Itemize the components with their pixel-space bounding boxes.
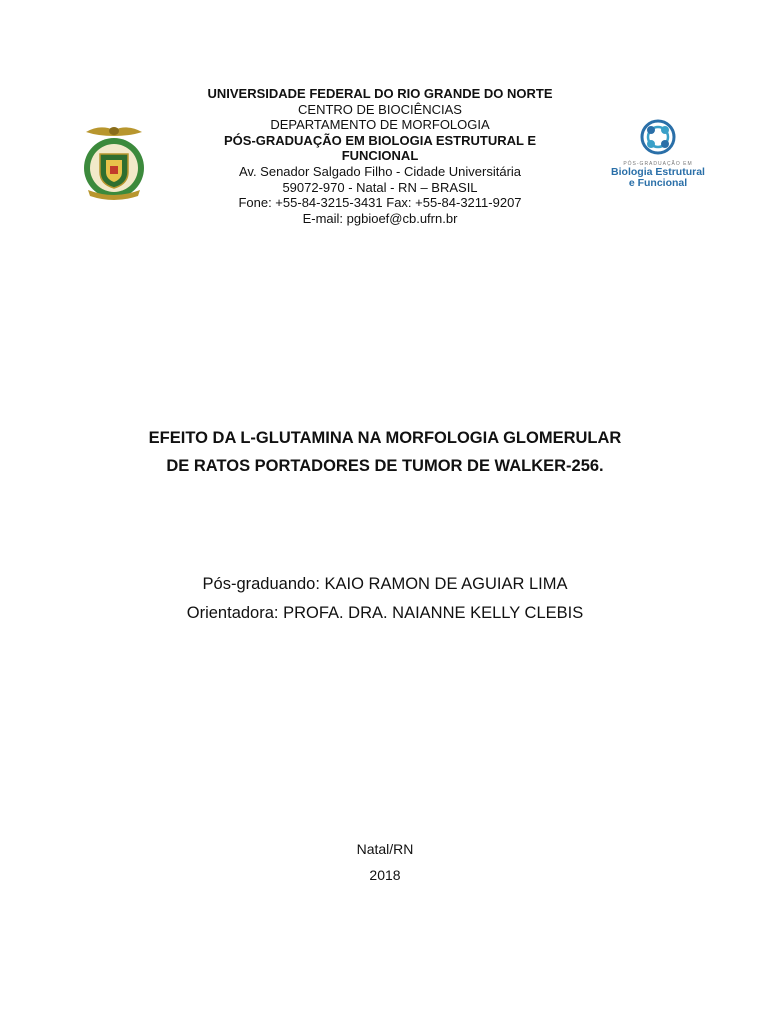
program-name-line1: PÓS-GRADUAÇÃO EM BIOLOGIA ESTRUTURAL E <box>223 132 536 148</box>
program-name-line2: FUNCIONAL <box>341 148 419 164</box>
program-emblem-icon <box>636 118 680 156</box>
university-name: UNIVERSIDADE FEDERAL DO RIO GRANDE DO NORTE <box>207 86 553 101</box>
author-block <box>60 570 710 628</box>
document-title <box>60 424 710 480</box>
postal-line: 59072-970 - Natal - RN – BRASIL <box>282 179 478 195</box>
program-logo-caption-line2: e Funcional <box>628 177 688 189</box>
year: 2018 <box>369 867 401 883</box>
institution-header <box>170 86 590 226</box>
program-logo-caption-small: PÓS-GRADUAÇÃO EM <box>623 161 693 167</box>
program-logo <box>608 118 708 198</box>
address-line: Av. Senador Salgado Filho - Cidade Universitária <box>238 163 522 179</box>
department-name: DEPARTAMENTO DE MORFOLOGIA <box>270 117 490 133</box>
program-logo-caption-line1: Biologia Estrutural <box>611 166 705 178</box>
university-crest-logo <box>78 120 150 200</box>
center-name: CENTRO DE BIOCIÊNCIAS <box>298 101 462 117</box>
document-title-line1: EFEITO DA L-GLUTAMINA NA MORFOLOGIA GLOMERULAR <box>148 429 622 447</box>
advisor-name: Orientadora: PROFA. DRA. NAIANNE KELLY CLEBIS <box>186 604 584 622</box>
place: Natal/RN <box>356 841 414 857</box>
phone-line: Fone: +55-84-3215-3431 Fax: +55-84-3211-9207 <box>238 195 522 211</box>
place-date-block <box>285 836 485 888</box>
student-name: Pós-graduando: KAIO RAMON DE AGUIAR LIMA <box>202 575 568 593</box>
document-title-line2: DE RATOS PORTADORES DE TUMOR DE WALKER-256. <box>166 457 604 475</box>
email-line: E-mail: pgbioef@cb.ufrn.br <box>302 210 458 226</box>
